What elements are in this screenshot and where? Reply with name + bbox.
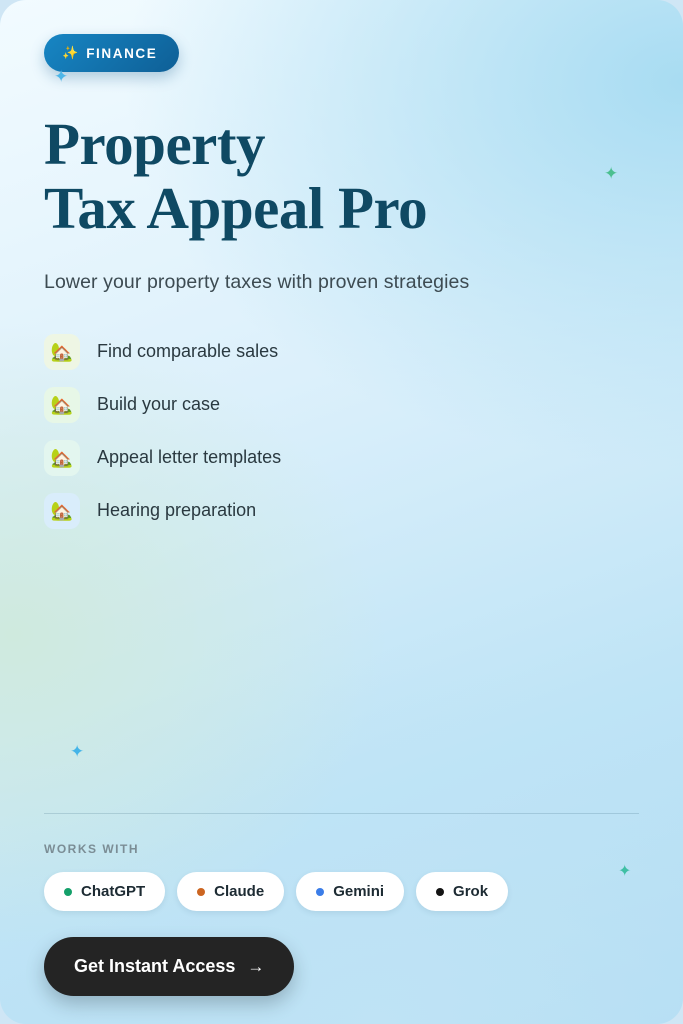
house-icon: 🏡 [44, 493, 80, 529]
chip-claude[interactable] [177, 872, 284, 911]
chip-label: Grok [453, 883, 489, 900]
house-icon: 🏡 [44, 387, 80, 423]
status-dot-icon [436, 888, 444, 896]
list-item [44, 440, 639, 476]
feature-label: Build your case [97, 394, 221, 415]
sparkles-icon: ✨ [62, 45, 79, 60]
get-instant-access-button[interactable] [44, 937, 294, 996]
status-dot-icon [316, 888, 324, 896]
compatibility-chip-list [44, 872, 639, 911]
badge-tail-sparkle-icon: ✦ [54, 67, 69, 86]
chip-label: Claude [214, 883, 265, 900]
list-item [44, 387, 639, 423]
feature-label: Appeal letter templates [97, 447, 282, 468]
feature-list [44, 334, 639, 529]
sparkle-teal-icon: ✦ [618, 863, 632, 880]
list-item [44, 493, 639, 529]
category-badge-label: FINANCE [86, 45, 158, 61]
category-badge-wrap [44, 34, 179, 86]
card-footer [44, 813, 639, 996]
sparkle-green-icon: ✦ [604, 164, 619, 183]
status-dot-icon [64, 888, 72, 896]
chip-label: Gemini [333, 883, 385, 900]
status-dot-icon [197, 888, 205, 896]
works-with-label: WORKS WITH [44, 842, 139, 856]
cta-label: Get Instant Access [74, 956, 236, 976]
page-subtitle: Lower your property taxes with proven strategies [44, 270, 470, 293]
feature-label: Find comparable sales [97, 341, 279, 362]
chip-chatgpt[interactable] [44, 872, 165, 911]
sparkle-blue-icon: ✦ [70, 742, 85, 761]
house-icon: 🏡 [44, 440, 80, 476]
feature-label: Hearing preparation [97, 500, 257, 521]
chip-gemini[interactable] [296, 872, 404, 911]
page-title-line-2: Tax Appeal Pro [44, 175, 428, 242]
page-title-line-1: Property [44, 111, 265, 177]
footer-divider [44, 813, 639, 814]
page-title [44, 112, 639, 241]
arrow-right-icon: → [247, 956, 265, 976]
list-item [44, 334, 639, 370]
chip-label: ChatGPT [81, 883, 146, 900]
chip-grok[interactable] [416, 872, 508, 911]
house-icon: 🏡 [44, 334, 80, 370]
